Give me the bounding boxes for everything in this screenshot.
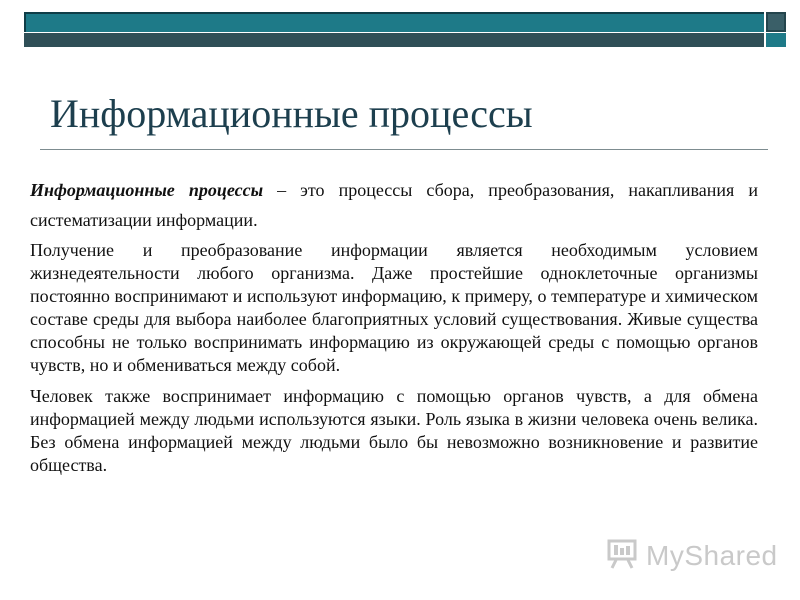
- title-divider: [40, 149, 768, 150]
- paragraph-human: Человек также воспринимает информацию с помощью органов чувств, а для обмена информацией между людьми используются языки. Роль языка в жизни человека очень велика. Без обмена информацией между людьми было бы невозможно возникновение и развитие общества.: [30, 386, 758, 475]
- slide-title: Информационные процессы: [50, 91, 533, 136]
- paragraph-organisms: Получение и преобразование информации является необходимым условием жизнедеятельности любого организма. Даже простейшие одноклеточные организмы постоянно воспринимают и используют информацию, к примеру, о температуре и химическом составе среды для выбора наиболее благоприятных условий существования. Живые существа способны не только воспринимать информацию из окружающей среды с помощью органов чувств, но и обмениваться между собой.: [30, 240, 758, 375]
- header-bar-bottom: [24, 33, 764, 47]
- definition-text: – это процессы сбора, преобразования, накапливания и систематизации информации.: [30, 180, 758, 230]
- corner-square-bottom: [766, 33, 786, 47]
- slide-body: [30, 175, 758, 485]
- definition-term: Информационные процессы: [30, 180, 264, 200]
- watermark-logo: [606, 538, 778, 574]
- header-bar-top: [24, 12, 764, 32]
- paragraph-definition: [30, 175, 758, 235]
- watermark-text: MyShared: [646, 540, 778, 571]
- corner-square-top: [766, 12, 786, 32]
- presentation-board-icon: [606, 536, 646, 577]
